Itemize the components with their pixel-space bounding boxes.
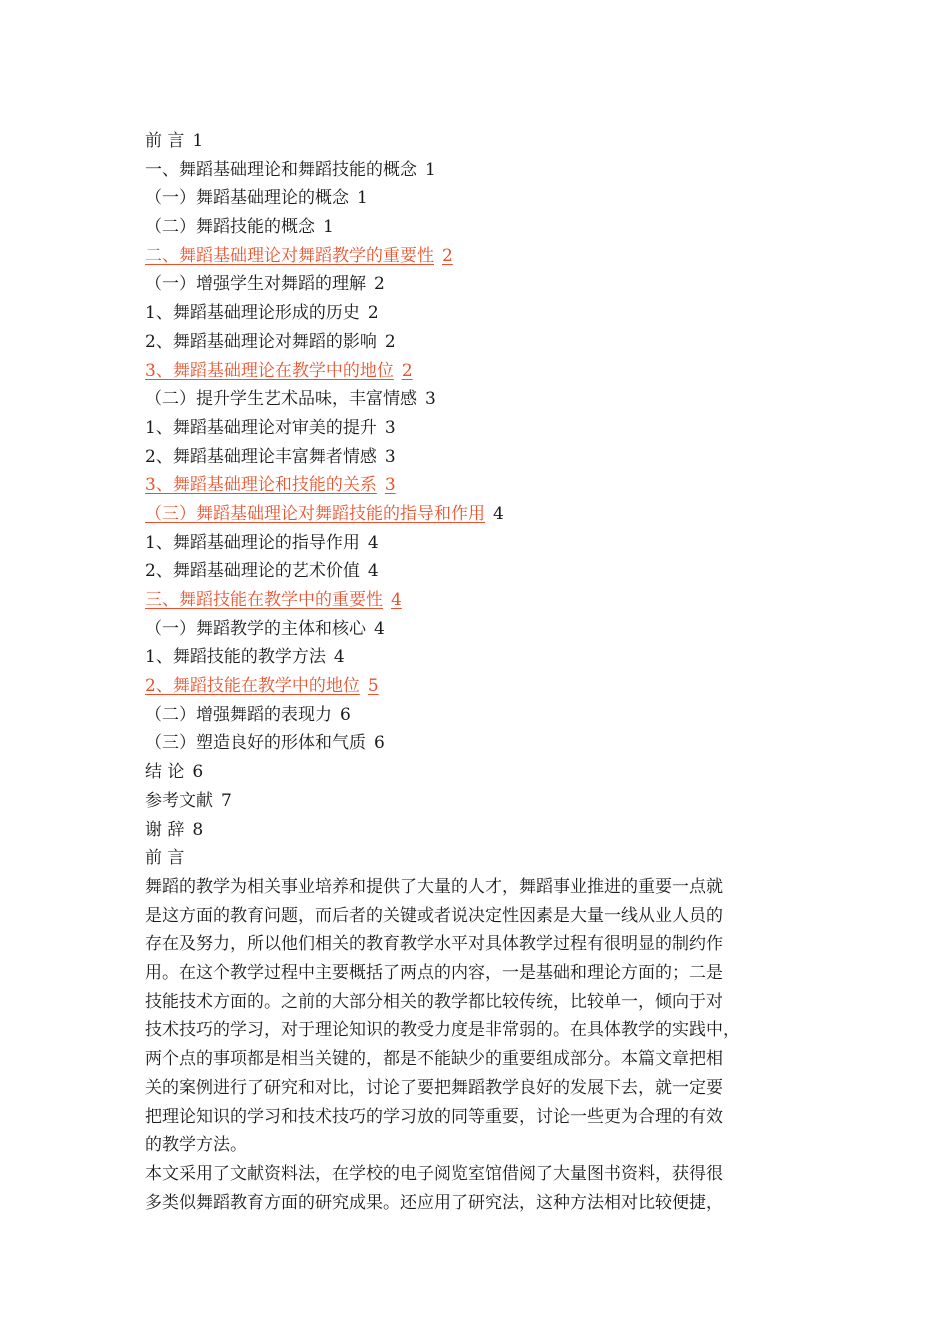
toc-entry-title: 参考文献 — [145, 790, 213, 811]
toc-entry-page: 6 — [192, 762, 204, 783]
toc-entry-title: 结 论 — [145, 762, 185, 783]
toc-entry — [145, 414, 815, 443]
toc-entry-title[interactable]: （三）舞蹈基础理论对舞蹈技能的指导和作用 — [145, 503, 485, 524]
table-of-contents — [145, 127, 815, 844]
toc-entry-title: 1、舞蹈基础理论形成的历史 — [145, 303, 360, 324]
toc-entry — [145, 615, 815, 644]
paragraph-line: 存在及努力，所以他们相关的教育教学水平对具体教学过程有很明显的制约作 — [145, 934, 723, 955]
toc-entry-title: （一）舞蹈基础理论的概念 — [145, 188, 349, 209]
toc-entry — [145, 729, 815, 758]
toc-entry — [145, 270, 815, 299]
toc-entry-link[interactable] — [145, 242, 815, 271]
toc-entry-link[interactable] — [145, 672, 815, 701]
paragraph-line: 是这方面的教育问题，而后者的关键或者说决定性因素是大量一线从业人员的 — [145, 905, 723, 926]
toc-entry-title: （一）增强学生对舞蹈的理解 — [145, 274, 366, 295]
paragraph-line: 本文采用了文献资料法，在学校的电子阅览室馆借阅了大量图书资料，获得很 — [145, 1163, 723, 1184]
toc-entry-page: 6 — [374, 733, 385, 754]
toc-entry-page[interactable]: 4 — [391, 590, 402, 610]
paragraph-line: 用。在这个教学过程中主要概括了两点的内容，一是基础和理论方面的；二是 — [145, 962, 723, 983]
toc-entry-page[interactable]: 2 — [442, 245, 453, 266]
toc-entry-title: （三）塑造良好的形体和气质 — [145, 733, 366, 754]
toc-entry — [145, 643, 815, 672]
toc-entry-title: （二）舞蹈技能的概念 — [145, 217, 315, 238]
body-paragraph — [145, 873, 815, 1160]
toc-entry — [145, 529, 815, 558]
toc-entry-page: 4 — [493, 503, 504, 524]
toc-entry-title[interactable]: 3、舞蹈基础理论在教学中的地位 — [145, 360, 394, 381]
toc-entry-title: 1、舞蹈基础理论的指导作用 — [145, 532, 360, 553]
body-paragraph — [145, 1160, 815, 1217]
toc-entry-title: 1、舞蹈基础理论对审美的提升 — [145, 417, 377, 438]
toc-entry-page: 1 — [192, 131, 204, 151]
paragraph-line: 技术技巧的学习，对于理论知识的教受力度是非常弱的。在具体教学的实践中， — [145, 1020, 740, 1041]
toc-entry-link[interactable] — [145, 357, 815, 386]
toc-entry-page: 4 — [367, 532, 379, 553]
toc-entry-page: 6 — [340, 704, 351, 725]
toc-entry — [145, 758, 815, 787]
toc-entry-page: 1 — [357, 188, 368, 209]
toc-entry-page[interactable]: 2 — [401, 360, 413, 381]
toc-entry — [145, 443, 815, 472]
toc-entry — [145, 299, 815, 328]
toc-entry-title: 2、舞蹈基础理论对舞蹈的影响 — [145, 331, 377, 352]
toc-entry — [145, 385, 815, 414]
toc-entry-page: 2 — [367, 303, 379, 324]
toc-entry-title[interactable]: 三、舞蹈技能在教学中的重要性 — [145, 590, 383, 610]
toc-entry-page: 3 — [384, 446, 396, 467]
toc-entry — [145, 156, 815, 185]
toc-entry-title: （二）增强舞蹈的表现力 — [145, 704, 332, 725]
toc-entry-page[interactable]: 5 — [367, 676, 379, 697]
toc-entry-title: 1、舞蹈技能的教学方法 — [145, 647, 326, 668]
toc-entry-title: 2、舞蹈基础理论的艺术价值 — [145, 561, 360, 582]
toc-entry-title: 一、舞蹈基础理论和舞蹈技能的概念 — [145, 159, 417, 180]
paragraph-line: 的教学方法。 — [145, 1135, 247, 1156]
toc-entry-link[interactable] — [145, 586, 815, 615]
toc-entry-title[interactable]: 二、舞蹈基础理论对舞蹈教学的重要性 — [145, 245, 434, 266]
toc-entry — [145, 787, 815, 816]
toc-entry-page: 2 — [384, 331, 396, 352]
toc-entry-link[interactable] — [145, 500, 815, 529]
paragraph-line: 两个点的事项都是相当关键的，都是不能缺少的重要组成部分。本篇文章把相 — [145, 1049, 723, 1070]
toc-entry-page: 8 — [192, 819, 204, 840]
toc-entry-page: 2 — [374, 274, 385, 295]
toc-entry-page: 7 — [221, 790, 232, 811]
toc-entry-page: 4 — [367, 561, 379, 582]
toc-entry-title: 前 言 — [145, 131, 185, 151]
toc-entry-title[interactable]: 3、舞蹈基础理论和技能的关系 — [145, 475, 377, 496]
toc-entry-page: 4 — [333, 647, 345, 668]
paragraph-line: 技能技术方面的。之前的大部分相关的教学都比较传统，比较单一，倾向于对 — [145, 991, 723, 1012]
toc-entry — [145, 701, 815, 730]
paragraph-line: 舞蹈的教学为相关事业培养和提供了大量的人才，舞蹈事业推进的重要一点就 — [145, 876, 723, 897]
toc-entry-link[interactable] — [145, 471, 815, 500]
toc-entry — [145, 816, 815, 845]
toc-entry — [145, 557, 815, 586]
paragraph-line: 关的案例进行了研究和对比，讨论了要把舞蹈教学良好的发展下去，就一定要 — [145, 1077, 723, 1098]
toc-entry — [145, 213, 815, 242]
toc-entry-page: 1 — [323, 217, 334, 238]
toc-entry — [145, 328, 815, 357]
toc-entry-title: （一）舞蹈教学的主体和核心 — [145, 618, 366, 639]
toc-entry-title: 谢 辞 — [145, 819, 185, 840]
document-page — [145, 127, 815, 1217]
paragraph-line: 多类似舞蹈教育方面的研究成果。还应用了研究法，这种方法相对比较便捷， — [145, 1192, 723, 1213]
toc-entry-page: 3 — [384, 417, 396, 438]
toc-entry-title: 2、舞蹈基础理论丰富舞者情感 — [145, 446, 377, 467]
toc-entry-page: 3 — [425, 389, 436, 410]
paragraph-line: 把理论知识的学习和技术技巧的学习放的同等重要，讨论一些更为合理的有效 — [145, 1106, 723, 1127]
toc-entry-page: 4 — [374, 618, 385, 639]
toc-entry — [145, 127, 815, 156]
toc-entry-title[interactable]: 2、舞蹈技能在教学中的地位 — [145, 676, 360, 697]
section-heading: 前 言 — [145, 848, 185, 869]
toc-entry-title: （二）提升学生艺术品味，丰富情感 — [145, 389, 417, 410]
toc-entry — [145, 184, 815, 213]
toc-entry-page: 1 — [425, 159, 436, 180]
toc-entry-page[interactable]: 3 — [384, 475, 396, 496]
